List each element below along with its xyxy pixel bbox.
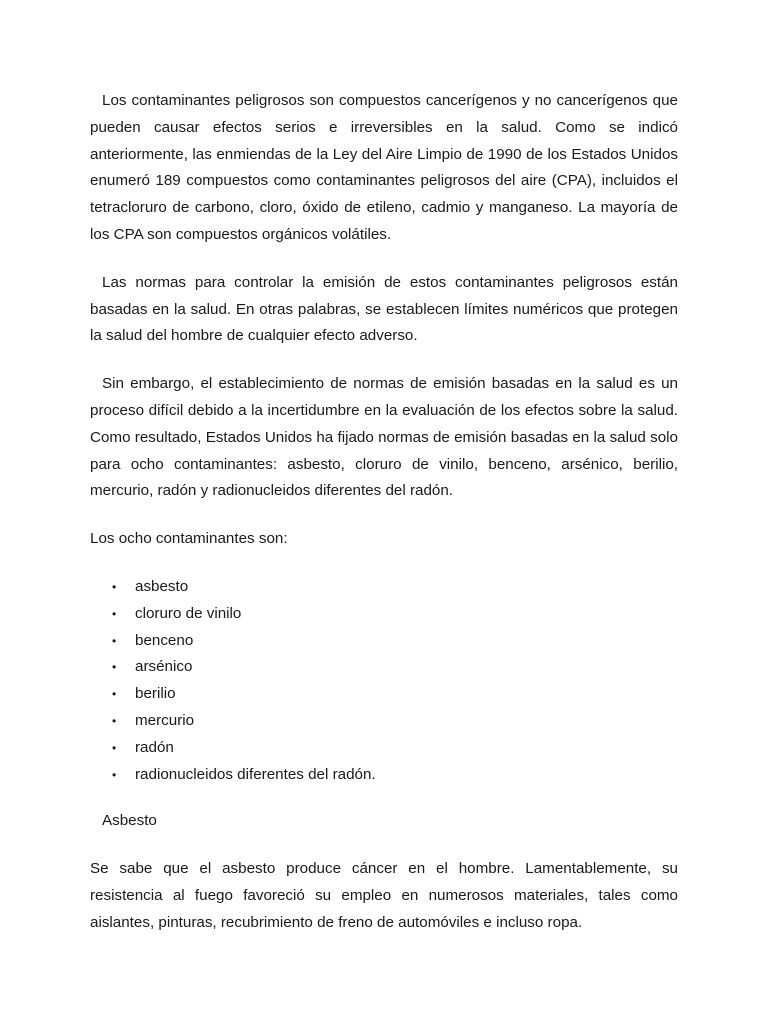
list-item-label: cloruro de vinilo xyxy=(135,604,242,622)
list-item-label: mercurio xyxy=(135,711,195,729)
bullet-icon: • xyxy=(112,740,117,755)
list-item xyxy=(90,762,678,789)
list-item xyxy=(90,574,678,601)
bullet-icon: • xyxy=(112,579,117,594)
pollutant-list xyxy=(90,574,678,788)
list-item-label: berilio xyxy=(135,685,176,703)
list-item-label: radón xyxy=(135,738,174,756)
list-item xyxy=(90,681,678,708)
list-item xyxy=(90,628,678,655)
paragraph-health-based-standards: Sin embargo, el establecimiento de normas de emisión basadas en la salud es un proceso difícil debido a la incertidumbre en la evaluación de los efectos sobre la salud. Como resultado, Estados Unidos ha fijado normas de emisión basadas en la salud solo para ocho contaminantes: asbesto, cloruro de vinilo, benceno, arsénico, berilio, mercurio, radón y radionucleidos diferentes del radón. xyxy=(90,375,678,500)
bullet-icon: • xyxy=(112,633,117,648)
bullet-icon: • xyxy=(112,660,117,675)
list-item-label: benceno xyxy=(135,631,194,649)
list-item xyxy=(90,654,678,681)
paragraph-emission-norms: Las normas para controlar la emisión de estos contaminantes peligrosos están basadas en la salud. En otras palabras, se establecen límites numéricos que protegen la salud del hombre de cualquier efecto adverso. xyxy=(90,273,678,345)
list-item xyxy=(90,735,678,762)
bullet-icon: • xyxy=(112,606,117,621)
paragraph-list-intro: Los ocho contaminantes son: xyxy=(90,530,288,548)
bullet-icon: • xyxy=(112,713,117,728)
document-page xyxy=(90,88,678,958)
bullet-icon: • xyxy=(112,767,117,782)
paragraph-hazardous-pollutants: Los contaminantes peligrosos son compuestos cancerígenos y no cancerígenos que pueden causar efectos serios e irreversibles en la salud. Como se indicó anteriormente, las enmiendas de la Ley del Aire Limpio de 1990 de los Estados Unidos enumeró 189 compuestos como contaminantes peligrosos del aire (CPA), incluidos el tetracloruro de carbono, cloro, óxido de etileno, cadmio y manganeso. La mayoría de los CPA son compuestos orgánicos volátiles. xyxy=(90,92,678,243)
section-heading-asbesto: Asbesto xyxy=(102,812,157,830)
list-item-label: asbesto xyxy=(135,577,189,595)
list-item-label: radionucleidos diferentes del radón. xyxy=(135,765,376,783)
list-item xyxy=(90,708,678,735)
list-item xyxy=(90,601,678,628)
list-item-label: arsénico xyxy=(135,658,193,676)
paragraph-asbesto: Se sabe que el asbesto produce cáncer en el hombre. Lamentablemente, su resistencia al fuego favoreció su empleo en numerosos materiales, tales como aislantes, pinturas, recubrimiento de freno de automóviles e incluso ropa. xyxy=(90,860,678,931)
bullet-icon: • xyxy=(112,687,117,702)
